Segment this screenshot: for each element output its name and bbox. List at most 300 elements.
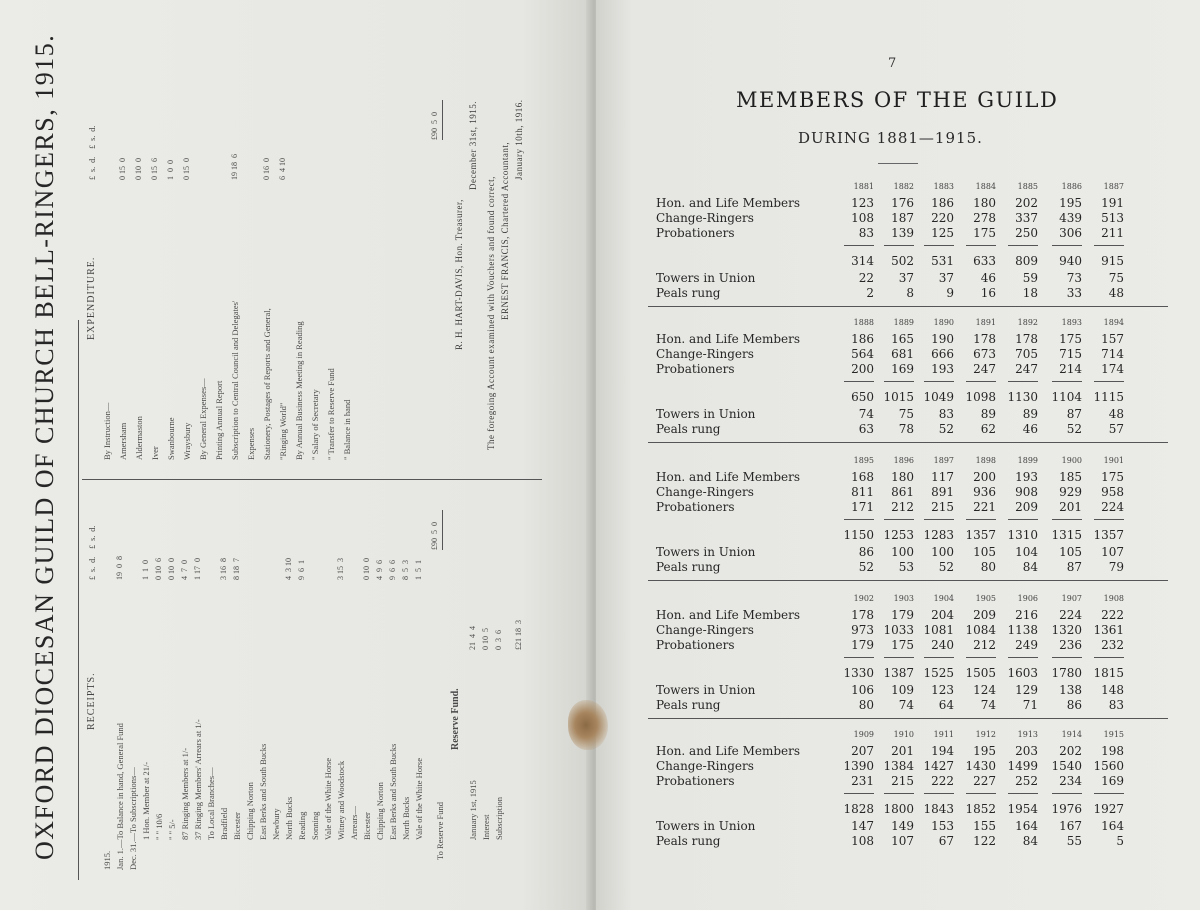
- stat-cell: 73: [1066, 271, 1082, 285]
- stat-cell: 167: [1059, 819, 1082, 833]
- stat-cell: 247: [1015, 362, 1038, 376]
- total-rule: [924, 245, 954, 246]
- page-number: 7: [888, 56, 897, 71]
- stat-cell: 1033: [883, 623, 914, 637]
- stat-cell: 1499: [1007, 759, 1038, 773]
- stat-cell: 1603: [1007, 666, 1038, 680]
- stat-cell: 224: [1101, 500, 1124, 514]
- year-header: 1902: [853, 594, 874, 603]
- stat-cell: 1357: [965, 528, 996, 542]
- stat-cell: 74: [898, 698, 914, 712]
- expenditure-amount: 1 0 0: [166, 160, 175, 180]
- stat-cell: 221: [973, 500, 996, 514]
- receipt-amount: 0 10 0: [167, 558, 176, 580]
- total-rule: [844, 657, 874, 658]
- stat-cell: 1081: [923, 623, 954, 637]
- stat-cell: 83: [858, 226, 874, 240]
- stat-cell: 83: [1108, 698, 1124, 712]
- stat-cell: 75: [898, 407, 914, 421]
- reserve-fund-label: January 1st, 1915: [468, 780, 478, 840]
- stat-cell: 33: [1066, 286, 1082, 300]
- stat-cell: 2: [866, 286, 874, 300]
- stat-cell: 214: [1059, 362, 1082, 376]
- stat-cell: 250: [1015, 226, 1038, 240]
- stat-cell: 180: [891, 470, 914, 484]
- stat-cell: 861: [891, 485, 914, 499]
- year-header: 1882: [893, 182, 914, 191]
- stat-cell: 123: [931, 683, 954, 697]
- account-divider: [82, 479, 542, 480]
- total-rule: [1008, 245, 1038, 246]
- block-separator: [648, 442, 1168, 443]
- stat-cell: 1387: [883, 666, 914, 680]
- stat-cell: 249: [1015, 638, 1038, 652]
- stat-cell: 148: [1101, 683, 1124, 697]
- stat-cell: 1815: [1093, 666, 1124, 680]
- stat-cell: 222: [931, 774, 954, 788]
- stat-cell: 129: [1015, 683, 1038, 697]
- stat-cell: 179: [891, 608, 914, 622]
- stat-cell: 18: [1022, 286, 1038, 300]
- stat-cell: 1505: [965, 666, 996, 680]
- total-rule: [884, 657, 914, 658]
- stat-cell: 502: [891, 254, 914, 268]
- receipt-label: East Berks and South Bucks: [258, 743, 268, 840]
- expenditure-amount: 0 16 0: [262, 158, 271, 180]
- total-rule: [966, 657, 996, 658]
- receipt-amount: 9 6 1: [297, 560, 306, 580]
- auditor-signature: ERNEST FRANCIS, Chartered Accountant,: [500, 141, 510, 320]
- year-header: 1895: [853, 456, 874, 465]
- stat-cell: 666: [931, 347, 954, 361]
- stat-cell: 105: [973, 545, 996, 559]
- year-header: 1888: [853, 318, 874, 327]
- receipt-amount: 8 5 3: [401, 560, 410, 580]
- stat-cell: 958: [1101, 485, 1124, 499]
- stat-cell: 8: [906, 286, 914, 300]
- stat-cell: 811: [851, 485, 874, 499]
- expenditure-label: " Salary of Secretary: [310, 389, 320, 460]
- stat-cell: 104: [1015, 545, 1038, 559]
- stat-cell: 9: [946, 286, 954, 300]
- total-rule: [1008, 519, 1038, 520]
- stat-cell: 234: [1059, 774, 1082, 788]
- stat-cell: 1384: [883, 759, 914, 773]
- total-rule: [1008, 381, 1038, 382]
- receipt-label: 37 Ringing Members' Arrears at 1/-: [193, 719, 203, 840]
- total-rule: [1052, 793, 1082, 794]
- year-header: 1890: [933, 318, 954, 327]
- year-header: 1884: [975, 182, 996, 191]
- receipt-label: Arrears—: [349, 806, 359, 840]
- year-header: 1904: [933, 594, 954, 603]
- stat-cell: 1150: [843, 528, 874, 542]
- stat-cell: 227: [973, 774, 996, 788]
- receipt-label: North Bucks: [401, 796, 411, 840]
- receipt-amount: 1 5 1: [414, 560, 423, 580]
- stat-cell: 936: [973, 485, 996, 499]
- stat-cell: 100: [891, 545, 914, 559]
- expenditure-label: "Ringing World": [278, 402, 288, 460]
- receipt-label: Sonning: [310, 811, 320, 840]
- stat-cell: 673: [973, 347, 996, 361]
- total-rule: [844, 519, 874, 520]
- receipt-label: " " 5/-: [167, 819, 177, 840]
- stat-cell: 57: [1108, 422, 1124, 436]
- stat-cell: 973: [851, 623, 874, 637]
- total-rule: [844, 381, 874, 382]
- stat-cell: 247: [973, 362, 996, 376]
- year-header: 1889: [893, 318, 914, 327]
- row-label-hon: Hon. and Life Members: [656, 332, 801, 346]
- row-label-prob: Probationers: [656, 362, 735, 376]
- stat-cell: 122: [973, 834, 996, 848]
- stat-cell: 1780: [1051, 666, 1082, 680]
- stat-cell: 231: [851, 774, 874, 788]
- year-header: 1915: [1103, 730, 1124, 739]
- row-label-change: Change-Ringers: [656, 211, 754, 225]
- stat-cell: 1084: [965, 623, 996, 637]
- row-label-prob: Probationers: [656, 226, 735, 240]
- row-label-prob: Probationers: [656, 774, 735, 788]
- stat-cell: 1852: [965, 802, 996, 816]
- total-rule: [1094, 793, 1124, 794]
- stat-cell: 564: [851, 347, 874, 361]
- total-rule: [1094, 519, 1124, 520]
- stat-cell: 175: [891, 638, 914, 652]
- total-rule: [966, 793, 996, 794]
- stat-cell: 87: [1066, 407, 1082, 421]
- receipt-amount: 19 0 8: [115, 556, 124, 580]
- stats-block: [656, 182, 1176, 302]
- reserve-fund-label: Subscription: [494, 797, 504, 840]
- receipt-amount: 1 17 0: [193, 558, 202, 580]
- stat-cell: 278: [973, 211, 996, 225]
- stat-cell: 83: [938, 407, 954, 421]
- stat-cell: 52: [1066, 422, 1082, 436]
- stat-cell: 202: [1015, 196, 1038, 210]
- stat-cell: 62: [980, 422, 996, 436]
- stat-cell: 84: [1022, 834, 1038, 848]
- stat-cell: 106: [851, 683, 874, 697]
- stat-cell: 107: [1101, 545, 1124, 559]
- total-rule: [924, 381, 954, 382]
- row-label-hon: Hon. and Life Members: [656, 608, 801, 622]
- stat-cell: 147: [851, 819, 874, 833]
- stat-cell: 168: [851, 470, 874, 484]
- page-subtitle: DURING 1881—1915.: [798, 129, 983, 147]
- receipt-label: 1915.: [102, 850, 112, 870]
- stat-cell: 175: [1059, 332, 1082, 346]
- stat-cell: 165: [891, 332, 914, 346]
- total-rule: [844, 793, 874, 794]
- row-label-hon: Hon. and Life Members: [656, 196, 801, 210]
- total-rule: [884, 245, 914, 246]
- total-rule: [966, 245, 996, 246]
- stat-cell: 202: [1059, 744, 1082, 758]
- total-rule: [966, 519, 996, 520]
- total-rule: [1094, 245, 1124, 246]
- stat-cell: 109: [891, 683, 914, 697]
- stat-cell: 195: [973, 744, 996, 758]
- stat-cell: 194: [931, 744, 954, 758]
- year-header: 1900: [1061, 456, 1082, 465]
- receipt-amount: 0 10 6: [154, 558, 163, 580]
- receipt-label: East Berks and South Bucks: [388, 743, 398, 840]
- stat-cell: 169: [891, 362, 914, 376]
- stat-cell: 175: [1101, 470, 1124, 484]
- stat-cell: 79: [1108, 560, 1124, 574]
- stat-cell: 107: [891, 834, 914, 848]
- title-rule: [878, 163, 918, 164]
- year-header: 1898: [975, 456, 996, 465]
- row-label-peals: Peals rung: [656, 422, 721, 436]
- stat-cell: 212: [891, 500, 914, 514]
- expenditure-label: " Transfer to Reserve Fund: [326, 368, 336, 460]
- row-label-change: Change-Ringers: [656, 485, 754, 499]
- stats-block: [656, 594, 1176, 714]
- stat-cell: 212: [973, 638, 996, 652]
- row-label-towers: Towers in Union: [656, 819, 756, 833]
- year-header: 1914: [1061, 730, 1082, 739]
- year-header: 1905: [975, 594, 996, 603]
- block-separator: [648, 718, 1168, 719]
- expenditure-label: Iver: [150, 446, 160, 460]
- stat-cell: 53: [898, 560, 914, 574]
- stat-cell: 209: [1015, 500, 1038, 514]
- stat-cell: 78: [898, 422, 914, 436]
- total-rule: [1052, 381, 1082, 382]
- total-rule: [1052, 519, 1082, 520]
- stat-cell: 216: [1015, 608, 1038, 622]
- stat-cell: 207: [851, 744, 874, 758]
- stat-cell: 164: [1101, 819, 1124, 833]
- receipt-label: Dec. 31.—To Subscriptions—: [128, 767, 138, 870]
- total-rule: [1052, 245, 1082, 246]
- treasurer-signature: R. H. HART-DAVIS, Hon. Treasurer,: [454, 199, 464, 350]
- receipt-label: 1 Hon. Member at 21/-: [141, 761, 151, 840]
- stats-block: [656, 730, 1176, 850]
- stat-cell: 124: [973, 683, 996, 697]
- total-rule: [1008, 657, 1038, 658]
- total-rule: [1094, 381, 1124, 382]
- stat-cell: 203: [1015, 744, 1038, 758]
- stat-cell: 1115: [1093, 390, 1124, 404]
- stat-cell: 201: [891, 744, 914, 758]
- stat-cell: 48: [1108, 407, 1124, 421]
- stat-cell: 46: [980, 271, 996, 285]
- stat-cell: 215: [891, 774, 914, 788]
- receipt-label: Jan. 1.—To Balance in hand, General Fund: [115, 723, 125, 870]
- stat-cell: 169: [1101, 774, 1124, 788]
- balance-sheet: [30, 33, 550, 880]
- row-label-towers: Towers in Union: [656, 271, 756, 285]
- stat-cell: 52: [938, 560, 954, 574]
- stat-cell: 240: [931, 638, 954, 652]
- stat-cell: 71: [1022, 698, 1038, 712]
- year-header: 1883: [933, 182, 954, 191]
- total-rule: [884, 519, 914, 520]
- stat-cell: 198: [1101, 744, 1124, 758]
- receipt-amount: 4 3 10: [284, 558, 293, 580]
- expenditure-label: Aldermaston: [134, 416, 144, 460]
- stat-cell: 80: [858, 698, 874, 712]
- expenditure-total-rule: [442, 100, 443, 140]
- row-label-prob: Probationers: [656, 500, 735, 514]
- stat-cell: 89: [1022, 407, 1038, 421]
- stat-cell: 74: [980, 698, 996, 712]
- stat-cell: 195: [1059, 196, 1082, 210]
- total-rule: [1008, 793, 1038, 794]
- stat-cell: 86: [1066, 698, 1082, 712]
- stat-cell: 236: [1059, 638, 1082, 652]
- receipt-label: Vale of the White Horse: [414, 758, 424, 840]
- receipt-label: Bicester: [362, 812, 372, 840]
- stat-cell: 224: [1059, 608, 1082, 622]
- stat-cell: 705: [1015, 347, 1038, 361]
- expenditure-label: Expenses: [246, 427, 256, 460]
- stat-cell: 105: [1059, 545, 1082, 559]
- stat-cell: 1310: [1007, 528, 1038, 542]
- row-label-change: Change-Ringers: [656, 759, 754, 773]
- year-header: 1887: [1103, 182, 1124, 191]
- year-header: 1899: [1017, 456, 1038, 465]
- row-label-hon: Hon. and Life Members: [656, 744, 801, 758]
- year-header: 1886: [1061, 182, 1082, 191]
- auditor-date: January 10th, 1916.: [514, 99, 524, 180]
- row-label-peals: Peals rung: [656, 286, 721, 300]
- row-label-towers: Towers in Union: [656, 545, 756, 559]
- year-header: 1903: [893, 594, 914, 603]
- receipt-label: North Bucks: [284, 796, 294, 840]
- stat-cell: 63: [858, 422, 874, 436]
- stat-cell: 1283: [923, 528, 954, 542]
- expenditure-label: Wraysbury: [182, 422, 192, 460]
- expenditure-label: By Instruction—: [102, 402, 112, 460]
- stat-cell: 1315: [1051, 528, 1082, 542]
- year-header: 1910: [893, 730, 914, 739]
- stat-cell: 37: [938, 271, 954, 285]
- stat-cell: 52: [938, 422, 954, 436]
- stat-cell: 180: [973, 196, 996, 210]
- stat-cell: 209: [973, 608, 996, 622]
- stat-cell: 1927: [1093, 802, 1124, 816]
- reserve-fund-amount: 0 10 5: [481, 628, 490, 650]
- stat-cell: 1098: [965, 390, 996, 404]
- stat-cell: 439: [1059, 211, 1082, 225]
- treasurer-date: December 31st, 1915.: [468, 101, 478, 190]
- receipt-amount: 0 10 0: [362, 558, 371, 580]
- auditor-note: The foregoing Account examined with Vouchers and found correct,: [486, 176, 496, 450]
- stat-cell: 16: [980, 286, 996, 300]
- total-rule: [924, 657, 954, 658]
- stat-cell: 200: [851, 362, 874, 376]
- right-page: [596, 0, 1200, 910]
- expenditure-amount: 0 15 0: [118, 158, 127, 180]
- page-stain: [568, 700, 608, 750]
- total-rule: [884, 381, 914, 382]
- row-label-peals: Peals rung: [656, 698, 721, 712]
- stat-cell: 1130: [1007, 390, 1038, 404]
- stat-cell: 714: [1101, 347, 1124, 361]
- stat-cell: 187: [891, 211, 914, 225]
- receipt-amount: 4 7 0: [180, 560, 189, 580]
- year-header: 1913: [1017, 730, 1038, 739]
- row-label-peals: Peals rung: [656, 560, 721, 574]
- stat-cell: 22: [858, 271, 874, 285]
- total-rule: [1052, 657, 1082, 658]
- stat-cell: 74: [858, 407, 874, 421]
- stat-cell: 891: [931, 485, 954, 499]
- receipts-total: £90 5 0: [430, 522, 439, 550]
- stat-cell: 89: [980, 407, 996, 421]
- total-rule: [966, 381, 996, 382]
- stat-cell: 681: [891, 347, 914, 361]
- stat-cell: 174: [1101, 362, 1124, 376]
- stat-cell: 178: [1015, 332, 1038, 346]
- stat-cell: 650: [851, 390, 874, 404]
- stat-cell: 155: [973, 819, 996, 833]
- year-header: 1891: [975, 318, 996, 327]
- stat-cell: 84: [1022, 560, 1038, 574]
- row-label-peals: Peals rung: [656, 834, 721, 848]
- stats-block: [656, 456, 1176, 576]
- row-label-change: Change-Ringers: [656, 347, 754, 361]
- receipts-total-rule: [442, 510, 443, 550]
- expenditure-heading: EXPENDITURE.: [86, 256, 97, 340]
- receipts-heading: RECEIPTS.: [86, 672, 97, 730]
- reserve-fund-label: Interest: [481, 814, 491, 840]
- expenditure-label: Subscription to Central Council and Delegates': [230, 300, 240, 460]
- receipt-amount: 9 6 6: [388, 560, 397, 580]
- stat-cell: 75: [1108, 271, 1124, 285]
- stat-cell: 1427: [923, 759, 954, 773]
- receipt-amount: 3 16 8: [219, 558, 228, 580]
- stat-cell: 67: [938, 834, 954, 848]
- stat-cell: 139: [891, 226, 914, 240]
- stat-cell: 87: [1066, 560, 1082, 574]
- stat-cell: 117: [931, 470, 954, 484]
- stat-cell: 176: [891, 196, 914, 210]
- expenditure-amount: 0 15 6: [150, 158, 159, 180]
- receipt-label: Chipping Norton: [245, 782, 255, 840]
- stat-cell: 633: [973, 254, 996, 268]
- stat-cell: 186: [851, 332, 874, 346]
- stat-cell: 929: [1059, 485, 1082, 499]
- stat-cell: 1357: [1093, 528, 1124, 542]
- stat-cell: 86: [858, 545, 874, 559]
- stat-cell: 185: [1059, 470, 1082, 484]
- expenditure-label: " Balance in hand: [342, 399, 352, 460]
- reserve-transfer-label: To Reserve Fund: [435, 802, 445, 860]
- receipt-label: " " 10/6: [154, 813, 164, 840]
- stat-cell: 200: [973, 470, 996, 484]
- stats-block: [656, 318, 1176, 438]
- guild-title: OXFORD DIOCESAN GUILD OF CHURCH BELL-RINGERS, 1915.: [30, 33, 59, 860]
- stat-cell: 149: [891, 819, 914, 833]
- year-header: 1893: [1061, 318, 1082, 327]
- stat-cell: 204: [931, 608, 954, 622]
- expenditure-total: £90 5 0: [430, 112, 439, 140]
- stat-cell: 1104: [1051, 390, 1082, 404]
- expenditure-column-heads: £ s. d. £ s. d.: [88, 125, 97, 180]
- year-header: 1908: [1103, 594, 1124, 603]
- stat-cell: 1253: [883, 528, 914, 542]
- block-separator: [648, 306, 1168, 307]
- receipts-column-heads: £ s. d. £ s. d.: [88, 525, 97, 580]
- stat-cell: 314: [851, 254, 874, 268]
- stat-cell: 37: [898, 271, 914, 285]
